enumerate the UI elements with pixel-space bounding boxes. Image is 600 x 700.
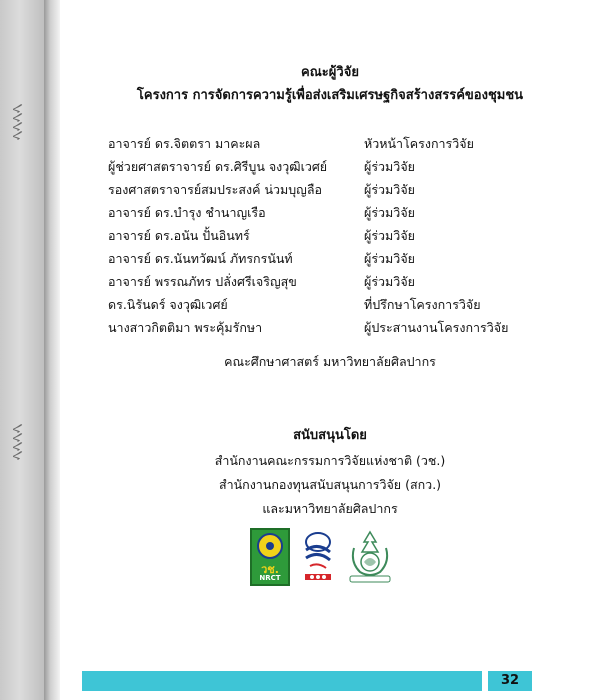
member-role: ผู้ร่วมวิจัย bbox=[364, 228, 415, 243]
dharma-wheel-icon bbox=[257, 533, 283, 559]
supporter-line: และมหาวิทยาลัยศิลปากร bbox=[262, 501, 398, 516]
member-role: ที่ปรึกษาโครงการวิจัย bbox=[364, 297, 481, 312]
book-spine bbox=[0, 0, 44, 700]
member-name: นางสาวกิตติมา พระคุ้มรักษา bbox=[108, 320, 263, 335]
nrct-logo-thai: วช. bbox=[261, 563, 279, 576]
footer-bar bbox=[82, 671, 490, 691]
faculty-affiliation: คณะศึกษาศาสตร์ มหาวิทยาลัยศิลปากร bbox=[224, 354, 436, 369]
member-name: อาจารย์ พรรณภัทร ปลั่งศรีเจริญสุข bbox=[108, 274, 297, 289]
member-name: อาจารย์ ดร.จิตตรา มาคะผล bbox=[108, 136, 261, 151]
team-member bbox=[108, 247, 538, 270]
member-role: ผู้ร่วมวิจัย bbox=[364, 205, 415, 220]
spine-decoration-bottom: ﾍﾍﾍﾍ bbox=[8, 424, 29, 460]
research-team-list bbox=[108, 132, 538, 339]
team-member bbox=[108, 224, 538, 247]
member-role: ผู้ร่วมวิจัย bbox=[364, 251, 415, 266]
spine-decoration-top: ﾍﾍﾍﾍ bbox=[8, 104, 29, 140]
member-name: รองศาสตราจารย์สมประสงค์ น่วมบุญลือ bbox=[108, 182, 322, 197]
member-name: อาจารย์ ดร.นันทวัฒน์ ภัทรกรนันท์ bbox=[108, 251, 293, 266]
nrct-logo bbox=[250, 528, 290, 586]
trf-logo bbox=[302, 528, 334, 584]
supporter-line: สำนักงานกองทุนสนับสนุนการวิจัย (สกว.) bbox=[218, 477, 442, 492]
support-title: สนับสนุนโดย bbox=[293, 428, 367, 443]
team-member bbox=[108, 270, 538, 293]
silpakorn-university-logo bbox=[346, 528, 394, 586]
team-member bbox=[108, 132, 538, 155]
member-role: ผู้ร่วมวิจัย bbox=[364, 159, 415, 174]
team-member bbox=[108, 293, 538, 316]
team-member bbox=[108, 178, 538, 201]
member-name: ผู้ช่วยศาสตราจารย์ ดร.ศิรีบูน จงวุฒิเวศย์ bbox=[108, 159, 328, 174]
nrct-logo-english: NRCT bbox=[259, 574, 281, 582]
page-shadow bbox=[44, 0, 60, 700]
supporter-line: สำนักงานคณะกรรมการวิจัยแห่งชาติ (วช.) bbox=[214, 453, 446, 468]
page-number: 32 bbox=[482, 671, 532, 691]
member-role: ผู้ประสานงานโครงการวิจัย bbox=[364, 320, 509, 335]
trf-emblem-icon bbox=[302, 528, 334, 584]
team-member bbox=[108, 316, 538, 339]
team-member bbox=[108, 201, 538, 224]
member-role: ผู้ร่วมวิจัย bbox=[364, 182, 415, 197]
sponsor-logos bbox=[250, 528, 394, 586]
team-member bbox=[108, 155, 538, 178]
document-page bbox=[60, 0, 600, 700]
member-name: อาจารย์ ดร.บำรุง ชำนาญเรือ bbox=[108, 205, 266, 220]
project-title: โครงการ การจัดการความรู้เพื่อส่งเสริมเศรษฐกิจสร้างสรรค์ของชุมชน bbox=[136, 88, 524, 103]
member-name: ดร.นิรันดร์ จงวุฒิเวศย์ bbox=[108, 297, 228, 312]
member-role: ผู้ร่วมวิจัย bbox=[364, 274, 415, 289]
member-role: หัวหน้าโครงการวิจัย bbox=[364, 136, 474, 151]
silpakorn-emblem-icon bbox=[346, 528, 394, 586]
member-name: อาจารย์ ดร.อนัน ปั้นอินทร์ bbox=[108, 228, 250, 243]
team-title: คณะผู้วิจัย bbox=[301, 65, 359, 80]
